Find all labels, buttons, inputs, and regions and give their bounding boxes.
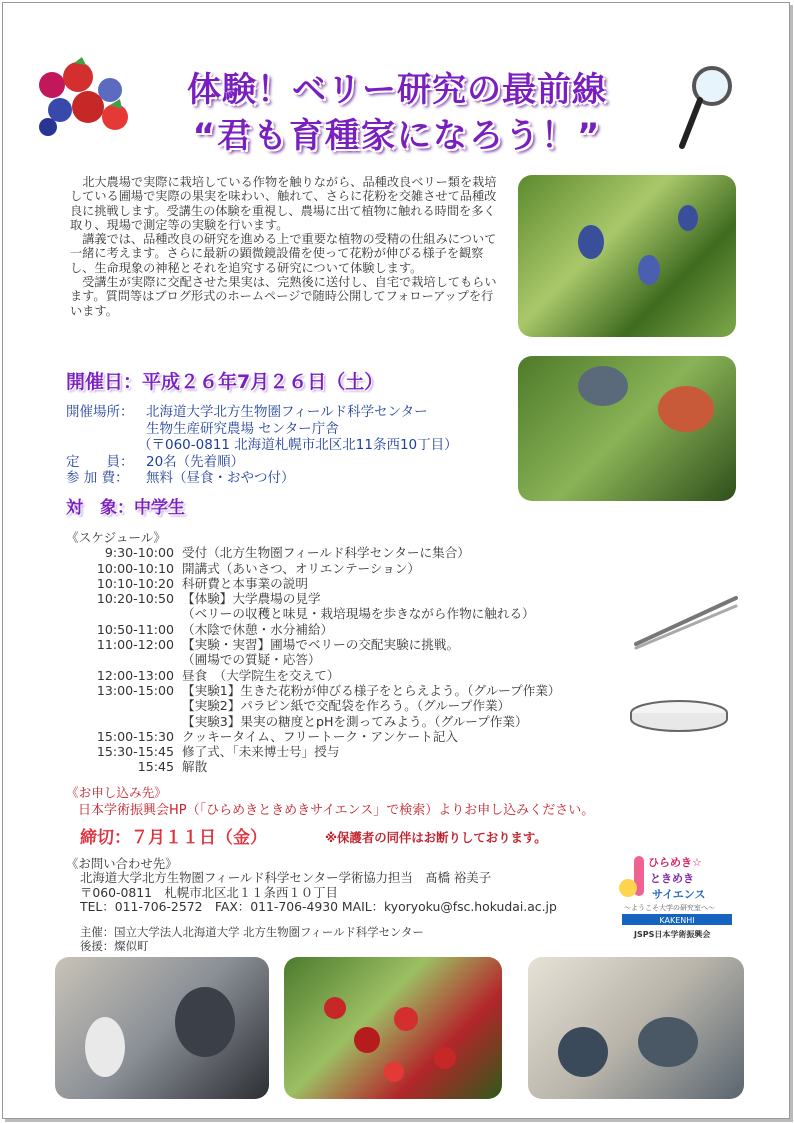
schedule-activity: 受付（北方生物圏フィールド科学センターに集合） <box>182 545 470 561</box>
schedule-row <box>66 683 561 698</box>
deadline: 締切：７月１１日（金） <box>80 828 267 848</box>
contact-line3: TEL：011-706-2572 FAX：011-706-4930 MAIL：kyoryoku@fsc.hokudai.ac.jp <box>80 899 557 915</box>
schedule-row <box>66 698 561 713</box>
schedule-time: 15:00-15:30 <box>96 728 174 744</box>
schedule <box>66 530 561 775</box>
apply-body: 日本学術振興会HP（「ひらめきときめきサイエンス」で検索）よりお申し込みください。 <box>78 803 595 818</box>
schedule-row <box>66 637 561 652</box>
schedule-activity: 【実験3】果実の糖度とpHを測ってみよう。（グループ作業） <box>182 713 528 729</box>
schedule-time: 10:50-11:00 <box>96 621 174 637</box>
contact-line2: 〒060-0811 札幌市北区北１１条西１０丁目 <box>80 884 338 900</box>
intro-text <box>70 175 500 318</box>
intro-paragraph: 受講生が実際に交配させた果実は、完熟後に送付し、自宅で栽培してもらいます。質問等はブログ形式のホームページで随時公開してフォローアップを行います。 <box>70 275 497 318</box>
schedule-activity: 【体験】大学農場の見学 <box>182 591 321 607</box>
capacity-label: 定 員： <box>66 453 134 470</box>
schedule-row <box>66 545 561 560</box>
contact-line1: 北海道大学北方生物圏フィールド科学センター学術協力担当 髙橋 裕美子 <box>80 870 492 886</box>
schedule-row <box>66 622 561 637</box>
tweezers-icon <box>632 592 740 652</box>
venue-line2: 生物生産研究農場 センター庁舎 <box>146 420 339 437</box>
schedule-row <box>66 606 561 621</box>
intro-paragraph: 北大農場で実際に栽培している作物を触りながら、品種改良ベリー類を栽培している圃場で実際の果実を味わい、触れて、さらに花粉を交雑させて品種改良に挑戦します。受講生の体験を重視し、農場に出て植物に触れる時間を多く取り、現場で測定等の実験を行います。 <box>70 175 497 232</box>
schedule-heading: 《スケジュール》 <box>66 530 166 545</box>
intro-paragraph: 講義では、品種改良の研究を進める上で重要な植物の受精の仕組みについて一緒に考えます。さらに最新の顕微鏡設備を使って花粉が伸びる様子を観察し、生命現象の神秘とそれを追究する研究について体験します。 <box>70 232 497 275</box>
schedule-row <box>66 576 561 591</box>
schedule-activity: （ベリーの収穫と味見・栽培現場を歩きながら作物に触れる） <box>182 606 535 622</box>
schedule-row <box>66 561 561 576</box>
support: 後援：燦似町 <box>80 938 149 953</box>
capacity-value: 20名（先着順） <box>146 453 245 470</box>
schedule-activity: （圃場での質疑・応答） <box>182 652 321 668</box>
logo-tagline: ～ようこそ大学の研究室へ～ <box>624 904 715 912</box>
schedule-time: 10:00-10:10 <box>96 560 174 576</box>
red-currant-photo <box>284 957 502 1099</box>
schedule-activity: 科研費と本事業の説明 <box>182 575 308 591</box>
schedule-time: 15:45 <box>137 759 174 775</box>
schedule-activity: 解散 <box>182 759 208 775</box>
schedule-time: 15:30-15:45 <box>96 744 174 760</box>
fee-label: 参 加 費： <box>66 470 129 486</box>
schedule-time: 10:20-10:50 <box>96 591 174 607</box>
schedule-row <box>66 591 561 606</box>
schedule-time: 10:10-10:20 <box>96 575 174 591</box>
schedule-activity: 【実験2】パラピン紙で交配袋を作ろう。（グループ作業） <box>182 698 511 714</box>
classroom-photo <box>528 957 744 1099</box>
guardian-note: ※保護者の同伴はお断りしております。 <box>325 830 547 845</box>
target-audience: 対 象：中学生 <box>66 498 185 518</box>
contact-heading: 《お問い合わせ先》 <box>66 856 178 871</box>
schedule-row <box>66 744 561 759</box>
venue-line1: 北海道大学北方生物圏フィールド科学センター <box>146 404 428 420</box>
apply-heading: 《お申し込み先》 <box>66 785 167 800</box>
venue-label: 開催場所： <box>66 404 134 420</box>
schedule-activity: 【実験・実習】圃場でベリーの交配実験に挑戦。 <box>182 637 460 653</box>
schedule-activity: クッキータイム、フリートーク・アンケート記入 <box>182 728 458 744</box>
schedule-activity: （木陰で休憩・水分補給） <box>182 621 334 637</box>
fee-value: 無料（昼食・おやつ付） <box>146 470 295 486</box>
schedule-activity: 開講式（あいさつ、オリエンテーション） <box>182 560 421 576</box>
schedule-row <box>66 652 561 667</box>
students-in-field-photo <box>518 356 736 501</box>
logo-jsps: JSPS日本学術振興会 <box>634 930 711 939</box>
haskap-berries-photo <box>518 175 736 337</box>
magnifier-icon <box>676 62 736 152</box>
logo-kakenhi: KAKENHI <box>659 916 695 925</box>
petri-dish-icon <box>628 697 730 733</box>
title-line1: 体験！ベリー研究の最前線 <box>187 70 607 110</box>
schedule-activity: 昼食 （大学院生を交えて） <box>182 667 340 683</box>
schedule-time: 11:00-12:00 <box>96 637 174 653</box>
hirameki-tokimeki-science-logo <box>614 852 740 942</box>
title-line2: “君も育種家になろう！” <box>192 116 602 156</box>
schedule-time: 12:00-13:00 <box>96 667 174 683</box>
logo-line1: ひらめき☆ <box>648 856 702 869</box>
schedule-row <box>66 668 561 683</box>
schedule-row <box>66 759 561 774</box>
contact-info <box>66 857 557 915</box>
organizer: 主催：国立大学法人北海道大学 北方生物圏フィールド科学センター <box>80 925 424 939</box>
schedule-row <box>66 714 561 729</box>
logo-line3: サイエンス <box>652 888 706 901</box>
microscope-lab-photo <box>55 957 269 1099</box>
schedule-activity: 修了式、「未来博士号」授与 <box>182 744 340 760</box>
sponsor-info <box>80 926 424 953</box>
event-info <box>66 404 458 487</box>
logo-line2: ときめき <box>650 872 694 885</box>
venue-line3: （〒060-0811 北海道札幌市北区北11条西10丁目） <box>138 437 458 453</box>
schedule-row <box>66 729 561 744</box>
schedule-activity: 【実験1】生きた花粉が伸びる様子をとらえよう。（グループ作業） <box>182 682 561 698</box>
schedule-time: 13:00-15:00 <box>96 682 174 698</box>
schedule-time: 9:30-10:00 <box>104 545 174 561</box>
event-date: 開催日：平成２６年7月２６日（土） <box>66 371 384 393</box>
